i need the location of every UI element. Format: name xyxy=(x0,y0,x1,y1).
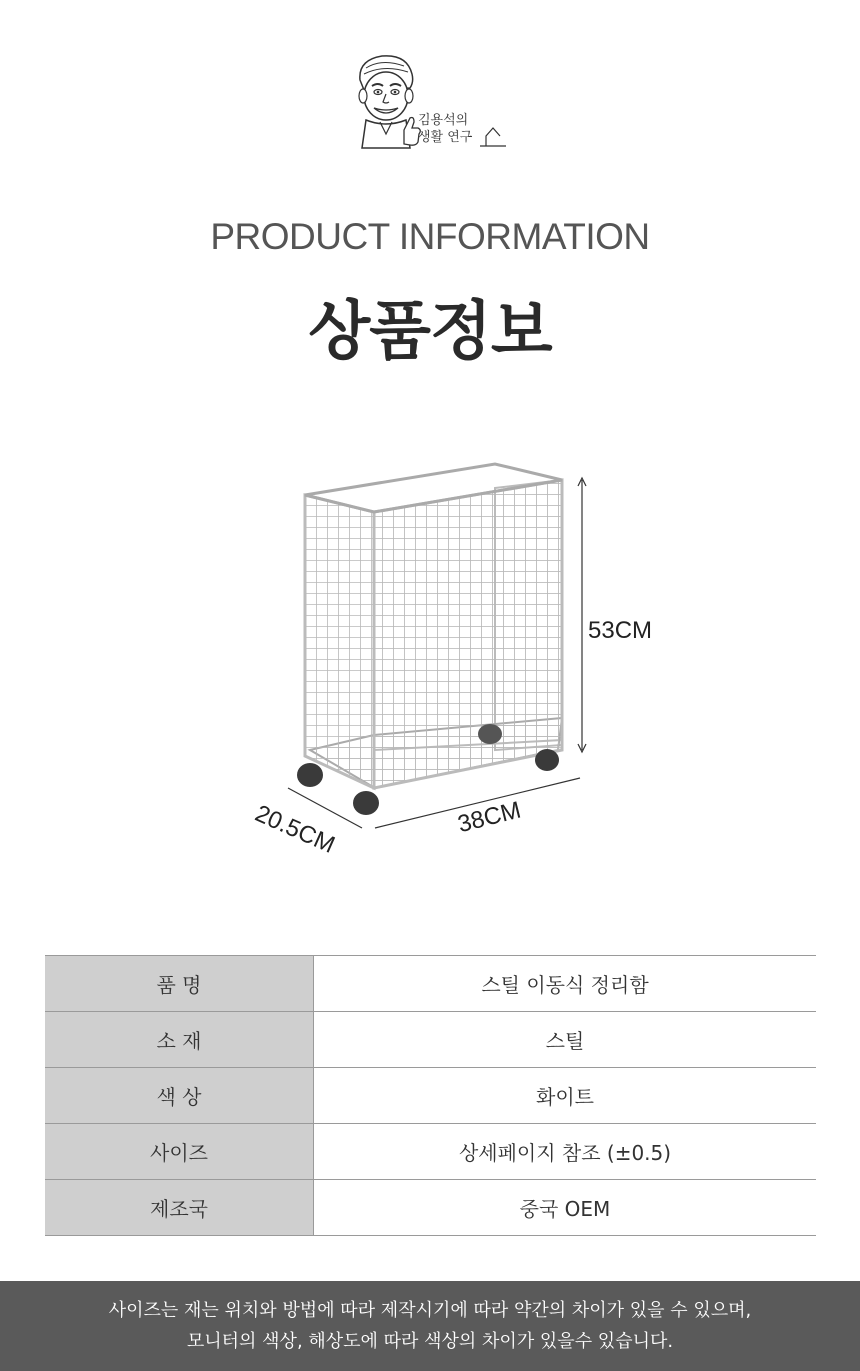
wire-basket-cart-illustration xyxy=(250,450,680,870)
logo-text xyxy=(418,112,472,146)
table-row xyxy=(45,1124,816,1180)
notice-line-2: 모니터의 색상, 해상도에 따라 색상의 차이가 있을수 있습니다. xyxy=(186,1331,674,1352)
width-dimension-label: 38CM xyxy=(455,796,524,839)
section-title-korean: 상품정보 xyxy=(308,295,552,369)
notice-line-1: 사이즈는 재는 위치와 방법에 따라 제작시기에 따라 약간의 차이가 있을 수 있으며, xyxy=(108,1300,752,1321)
notice-banner xyxy=(0,1281,860,1371)
row-value: 스틸 xyxy=(314,1012,817,1068)
house-icon xyxy=(478,124,508,148)
product-info-table xyxy=(45,955,816,1236)
row-label: 품 명 xyxy=(45,956,314,1012)
row-value: 상세페이지 참조 (±0.5) xyxy=(314,1124,817,1180)
row-label: 사이즈 xyxy=(45,1124,314,1180)
depth-dimension-label: 20.5CM xyxy=(251,800,339,859)
table-row xyxy=(45,1180,816,1236)
brand-logo xyxy=(352,52,512,152)
table-row xyxy=(45,956,816,1012)
table-row xyxy=(45,1068,816,1124)
logo-line-1: 김용석의 xyxy=(418,113,469,128)
height-dimension-label: 53CM xyxy=(588,617,653,644)
row-value: 중국 OEM xyxy=(314,1180,817,1236)
row-value: 화이트 xyxy=(314,1068,817,1124)
logo-line-2: 생활 연구 xyxy=(418,130,473,145)
row-label: 제조국 xyxy=(45,1180,314,1236)
section-title-english: PRODUCT INFORMATION xyxy=(210,216,650,257)
row-value: 스틸 이동식 정리함 xyxy=(314,956,817,1012)
row-label: 색 상 xyxy=(45,1068,314,1124)
product-image xyxy=(250,450,680,870)
row-label: 소 재 xyxy=(45,1012,314,1068)
character-illustration-icon xyxy=(352,52,422,152)
table-row xyxy=(45,1012,816,1068)
